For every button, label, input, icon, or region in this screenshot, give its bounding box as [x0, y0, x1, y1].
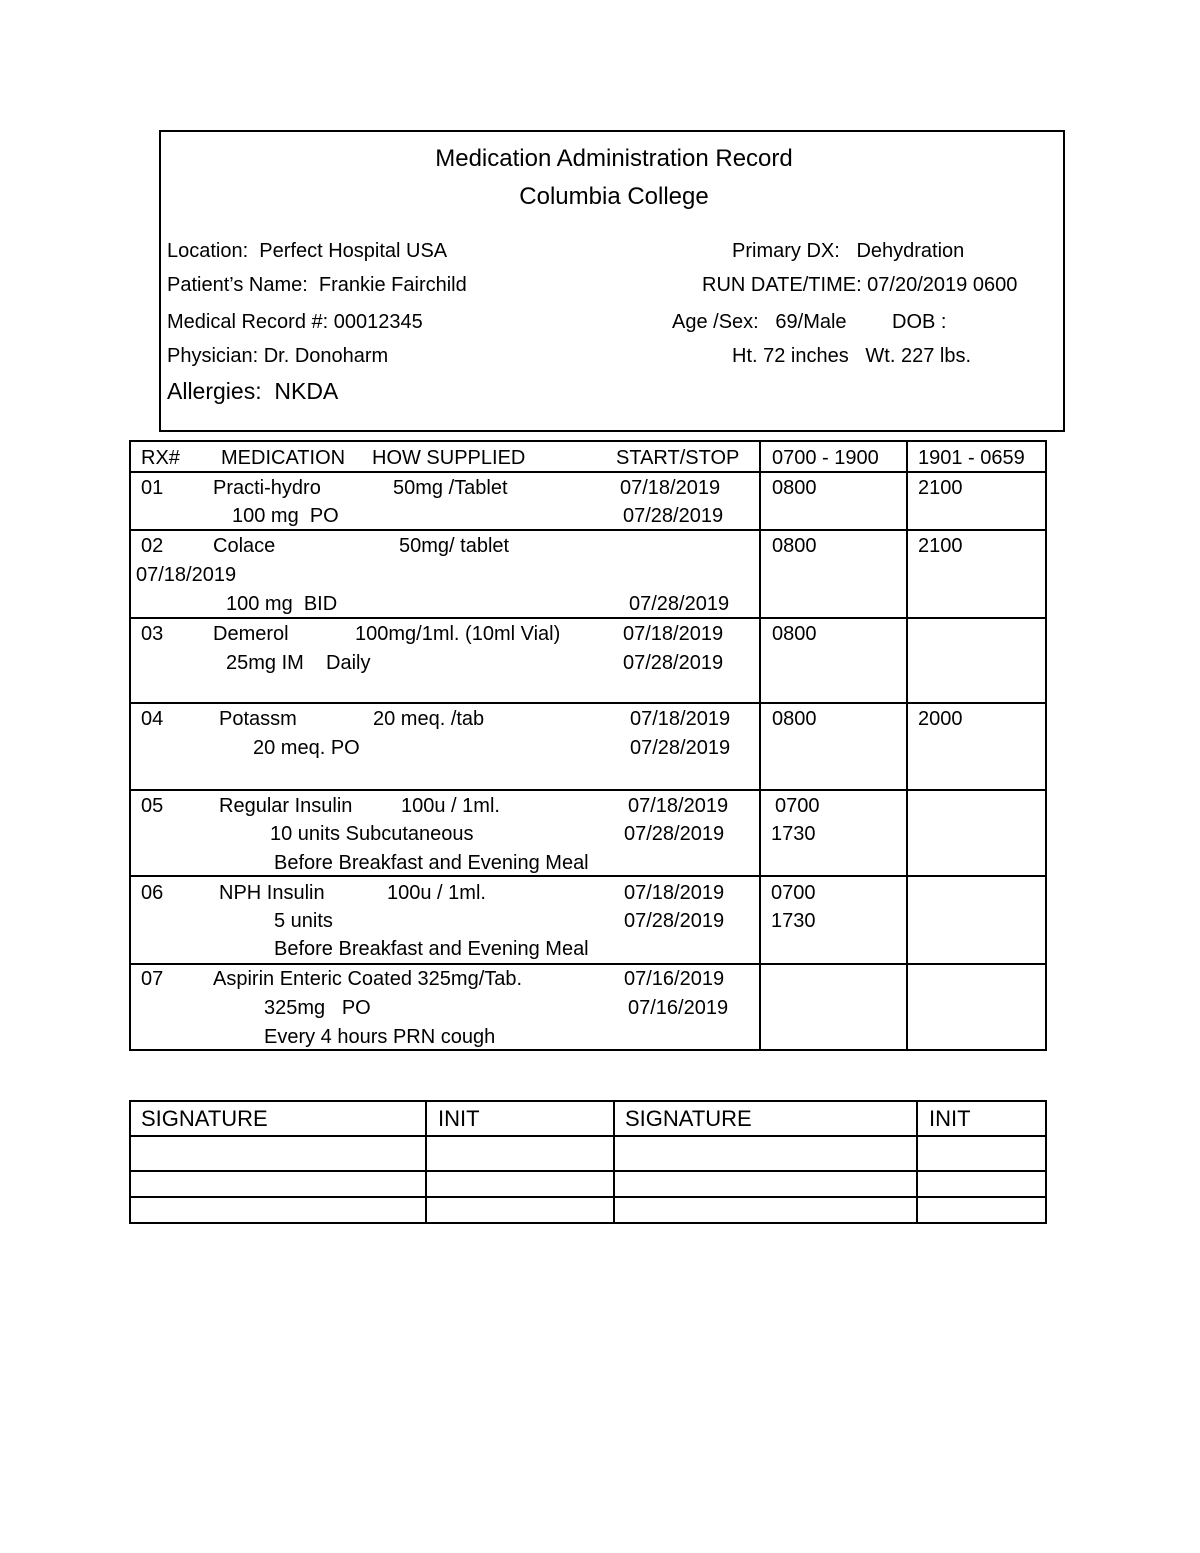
run-datetime-field: RUN DATE/TIME: 07/20/2019 0600 — [702, 274, 1018, 296]
start-date: 07/18/2019 — [628, 795, 729, 817]
dose-route: 20 meq. PO — [253, 737, 360, 759]
dose-route: 5 units — [274, 910, 333, 932]
rx-number: 06 — [141, 882, 164, 904]
administration-instructions: Every 4 hours PRN cough — [264, 1026, 496, 1048]
age-sex-field: Age /Sex: 69/Male — [672, 311, 847, 333]
start-date: 07/18/2019 — [623, 623, 724, 645]
medication-name: NPH Insulin — [219, 882, 325, 904]
location-field: Location: Perfect Hospital USA — [167, 240, 448, 262]
dose-route: 25mg IM Daily — [226, 652, 371, 674]
medical-record-field: Medical Record #: 00012345 — [167, 311, 423, 333]
column-divider — [906, 442, 908, 1049]
medication-table — [129, 440, 1047, 1051]
medication-name: Demerol — [213, 623, 289, 645]
row-divider — [131, 789, 1045, 791]
row-divider — [131, 1135, 1045, 1137]
dose-route: 325mg PO — [264, 997, 371, 1019]
initials-header: INIT — [438, 1106, 480, 1131]
column-divider — [425, 1102, 427, 1222]
row-divider — [131, 617, 1045, 619]
rx-number: 02 — [141, 535, 164, 557]
dob-field: DOB : — [892, 311, 947, 333]
column-divider — [759, 442, 761, 1049]
night-time: 2100 — [918, 477, 963, 499]
signature-table — [129, 1100, 1047, 1224]
column-divider — [613, 1102, 615, 1222]
night-time: 2100 — [918, 535, 963, 557]
physician-field: Physician: Dr. Donoharm — [167, 345, 389, 367]
medication-name: Potassm — [219, 708, 297, 730]
column-header-how-supplied: HOW SUPPLIED — [372, 447, 526, 469]
night-time: 2000 — [918, 708, 963, 730]
row-divider — [131, 529, 1045, 531]
day-time: 0800 — [772, 477, 817, 499]
dose-route: 100 mg PO — [232, 505, 339, 527]
day-time: 0800 — [772, 623, 817, 645]
stop-date: 07/28/2019 — [623, 652, 724, 674]
how-supplied: 100mg/1ml. (10ml Vial) — [355, 623, 561, 645]
primary-dx-field: Primary DX: Dehydration — [732, 240, 965, 262]
medication-name: Aspirin Enteric Coated 325mg/Tab. — [213, 968, 523, 990]
row-divider — [131, 875, 1045, 877]
allergies-field: Allergies: NKDA — [167, 378, 339, 404]
rx-number: 04 — [141, 708, 164, 730]
how-supplied: 50mg/ tablet — [399, 535, 510, 557]
start-date: 07/16/2019 — [624, 968, 725, 990]
height-weight-field: Ht. 72 inches Wt. 227 lbs. — [732, 345, 971, 367]
stop-date: 07/28/2019 — [624, 823, 725, 845]
stop-date: 07/28/2019 — [624, 910, 725, 932]
day-time: 0700 — [771, 882, 816, 904]
stop-date: 07/28/2019 — [629, 593, 730, 615]
start-date: 07/18/2019 — [620, 477, 721, 499]
patient-name-field: Patient’s Name: Frankie Fairchild — [167, 274, 467, 296]
row-divider — [131, 702, 1045, 704]
medication-name: Regular Insulin — [219, 795, 353, 817]
header-box — [159, 130, 1065, 432]
row-divider — [131, 471, 1045, 473]
start-date: 07/18/2019 — [136, 564, 237, 586]
day-time-second: 1730 — [771, 910, 816, 932]
how-supplied: 20 meq. /tab — [373, 708, 485, 730]
how-supplied: 100u / 1ml. — [387, 882, 486, 904]
medication-name: Practi-hydro — [213, 477, 321, 499]
administration-instructions: Before Breakfast and Evening Meal — [274, 938, 589, 960]
stop-date: 07/28/2019 — [630, 737, 731, 759]
initials-header: INIT — [929, 1106, 971, 1131]
column-header-start-stop: START/STOP — [616, 447, 740, 469]
column-header-medication: MEDICATION — [221, 447, 346, 469]
stop-date: 07/16/2019 — [628, 997, 729, 1019]
column-header-night-shift: 1901 - 0659 — [918, 447, 1025, 469]
start-date: 07/18/2019 — [630, 708, 731, 730]
how-supplied: 100u / 1ml. — [401, 795, 500, 817]
rx-number: 07 — [141, 968, 164, 990]
dose-route: 10 units Subcutaneous — [270, 823, 474, 845]
medication-name: Colace — [213, 535, 276, 557]
column-divider — [916, 1102, 918, 1222]
column-header-rx: RX# — [141, 447, 180, 469]
signature-header: SIGNATURE — [141, 1106, 268, 1131]
row-divider — [131, 963, 1045, 965]
administration-instructions: Before Breakfast and Evening Meal — [274, 852, 589, 874]
dose-route: 100 mg BID — [226, 593, 338, 615]
day-time: 0800 — [772, 708, 817, 730]
rx-number: 03 — [141, 623, 164, 645]
day-time: 0800 — [772, 535, 817, 557]
stop-date: 07/28/2019 — [623, 505, 724, 527]
day-time: 0700 — [775, 795, 820, 817]
column-header-day-shift: 0700 - 1900 — [772, 447, 879, 469]
page-title: Medication Administration Record — [435, 145, 793, 172]
rx-number: 05 — [141, 795, 164, 817]
signature-header: SIGNATURE — [625, 1106, 752, 1131]
row-divider — [131, 1196, 1045, 1198]
start-date: 07/18/2019 — [624, 882, 725, 904]
rx-number: 01 — [141, 477, 164, 499]
day-time-second: 1730 — [771, 823, 816, 845]
how-supplied: 50mg /Tablet — [393, 477, 508, 499]
row-divider — [131, 1170, 1045, 1172]
page-subtitle: Columbia College — [519, 183, 709, 210]
